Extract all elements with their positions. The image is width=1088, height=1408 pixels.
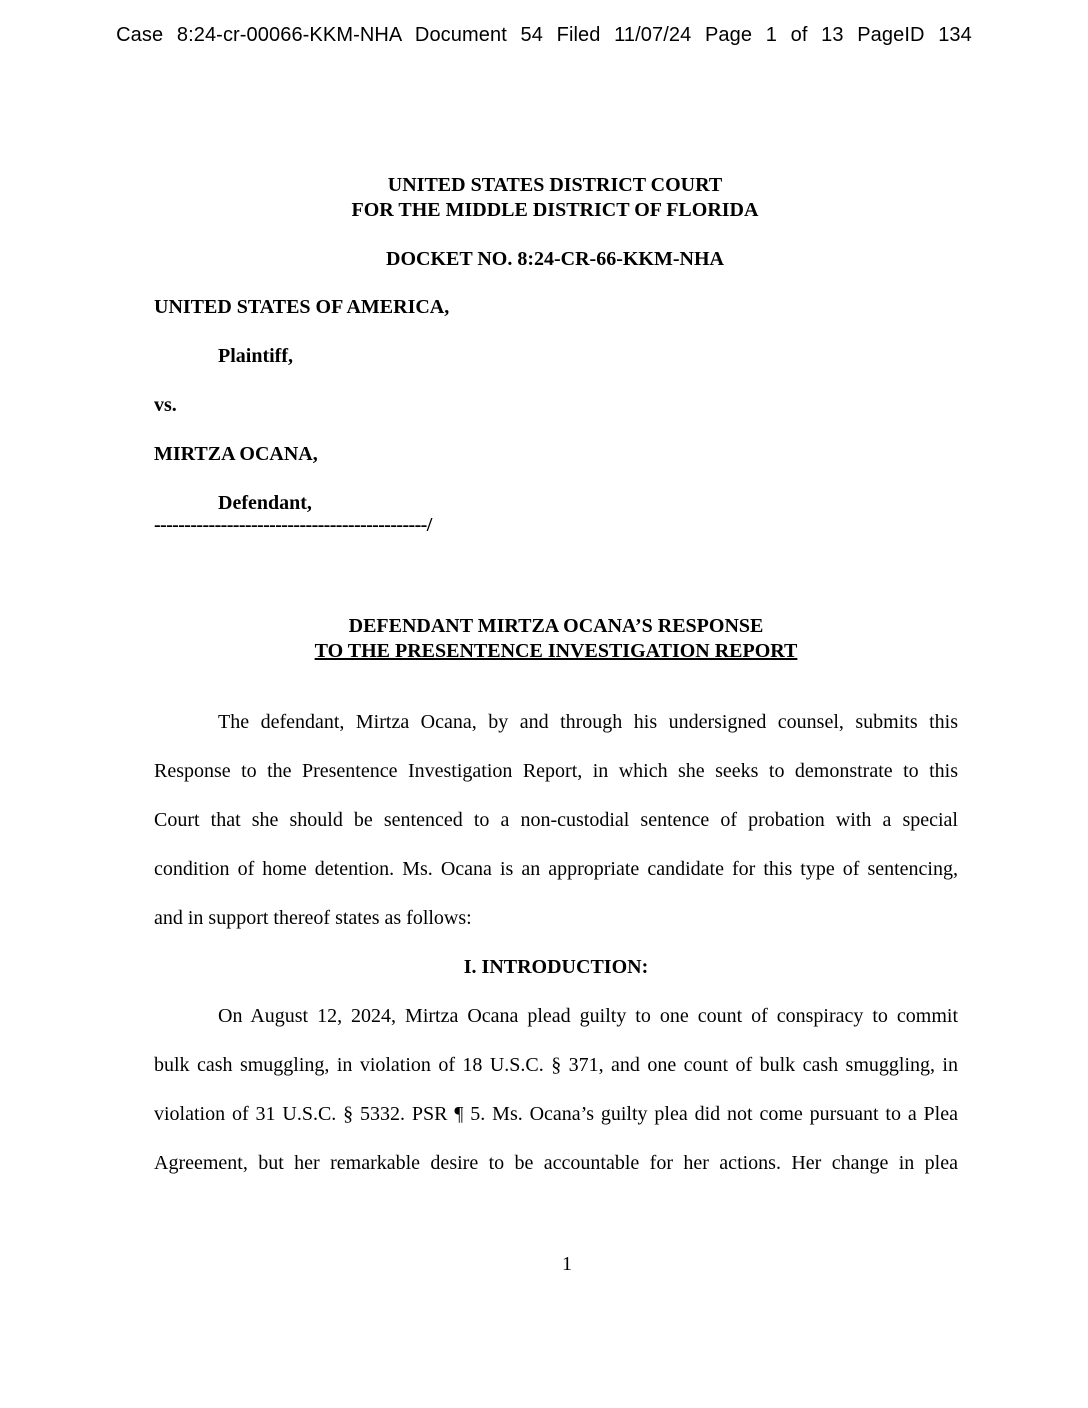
page-number: 1 <box>562 1253 572 1275</box>
court-name-line-2: FOR THE MIDDLE DISTRICT OF FLORIDA <box>351 199 759 221</box>
paragraph-2-line: Agreement, but her remarkable desire to be accountable for her actions. Her change in plea <box>154 1152 958 1174</box>
document-title <box>0 614 1088 664</box>
paragraph-1-line: The defendant, Mirtza Ocana, by and through his undersigned counsel, submits this <box>218 711 958 733</box>
section-heading-introduction: I. INTRODUCTION: <box>463 956 649 978</box>
case-header: Case 8:24-cr-00066-KKM-NHA Document 54 Filed 11/07/24 Page 1 of 13 PageID 134 <box>116 24 972 46</box>
paragraph-1-line: Court that she should be sentenced to a non-custodial sentence of probation with a special <box>154 809 958 831</box>
versus-label: vs. <box>154 394 177 416</box>
paragraph-1 <box>154 698 958 943</box>
document-title-line-2: TO THE PRESENTENCE INVESTIGATION REPORT <box>314 640 798 662</box>
paragraph-2-line: violation of 31 U.S.C. § 5332. PSR ¶ 5. Ms. Ocana’s guilty plea did not come pursuant to a Plea <box>154 1103 958 1125</box>
paragraph-1-line: condition of home detention. Ms. Ocana is an appropriate candidate for this type of sentencing, <box>154 858 958 880</box>
paragraph-2-line: bulk cash smuggling, in violation of 18 U.S.C. § 371, and one count of bulk cash smuggling, in <box>154 1054 958 1076</box>
docket-number: DOCKET NO. 8:24-CR-66-KKM-NHA <box>386 248 724 270</box>
paragraph-1-line: Response to the Presentence Investigation Report, in which she seeks to demonstrate to this <box>154 760 958 782</box>
document-title-line-1: DEFENDANT MIRTZA OCANA’S RESPONSE <box>348 615 764 637</box>
court-name-line-1: UNITED STATES DISTRICT COURT <box>387 174 723 196</box>
paragraph-1-line: and in support thereof states as follows: <box>154 907 472 929</box>
caption-separator: ---------------------------------------------/ <box>154 514 432 536</box>
court-name <box>0 173 1088 223</box>
defendant-name: MIRTZA OCANA, <box>154 443 318 465</box>
defendant-role: Defendant, <box>218 492 312 514</box>
paragraph-2 <box>154 992 958 1188</box>
plaintiff-name: UNITED STATES OF AMERICA, <box>154 296 450 318</box>
plaintiff-role: Plaintiff, <box>218 345 293 367</box>
paragraph-2-line: On August 12, 2024, Mirtza Ocana plead guilty to one count of conspiracy to commit <box>218 1005 958 1027</box>
